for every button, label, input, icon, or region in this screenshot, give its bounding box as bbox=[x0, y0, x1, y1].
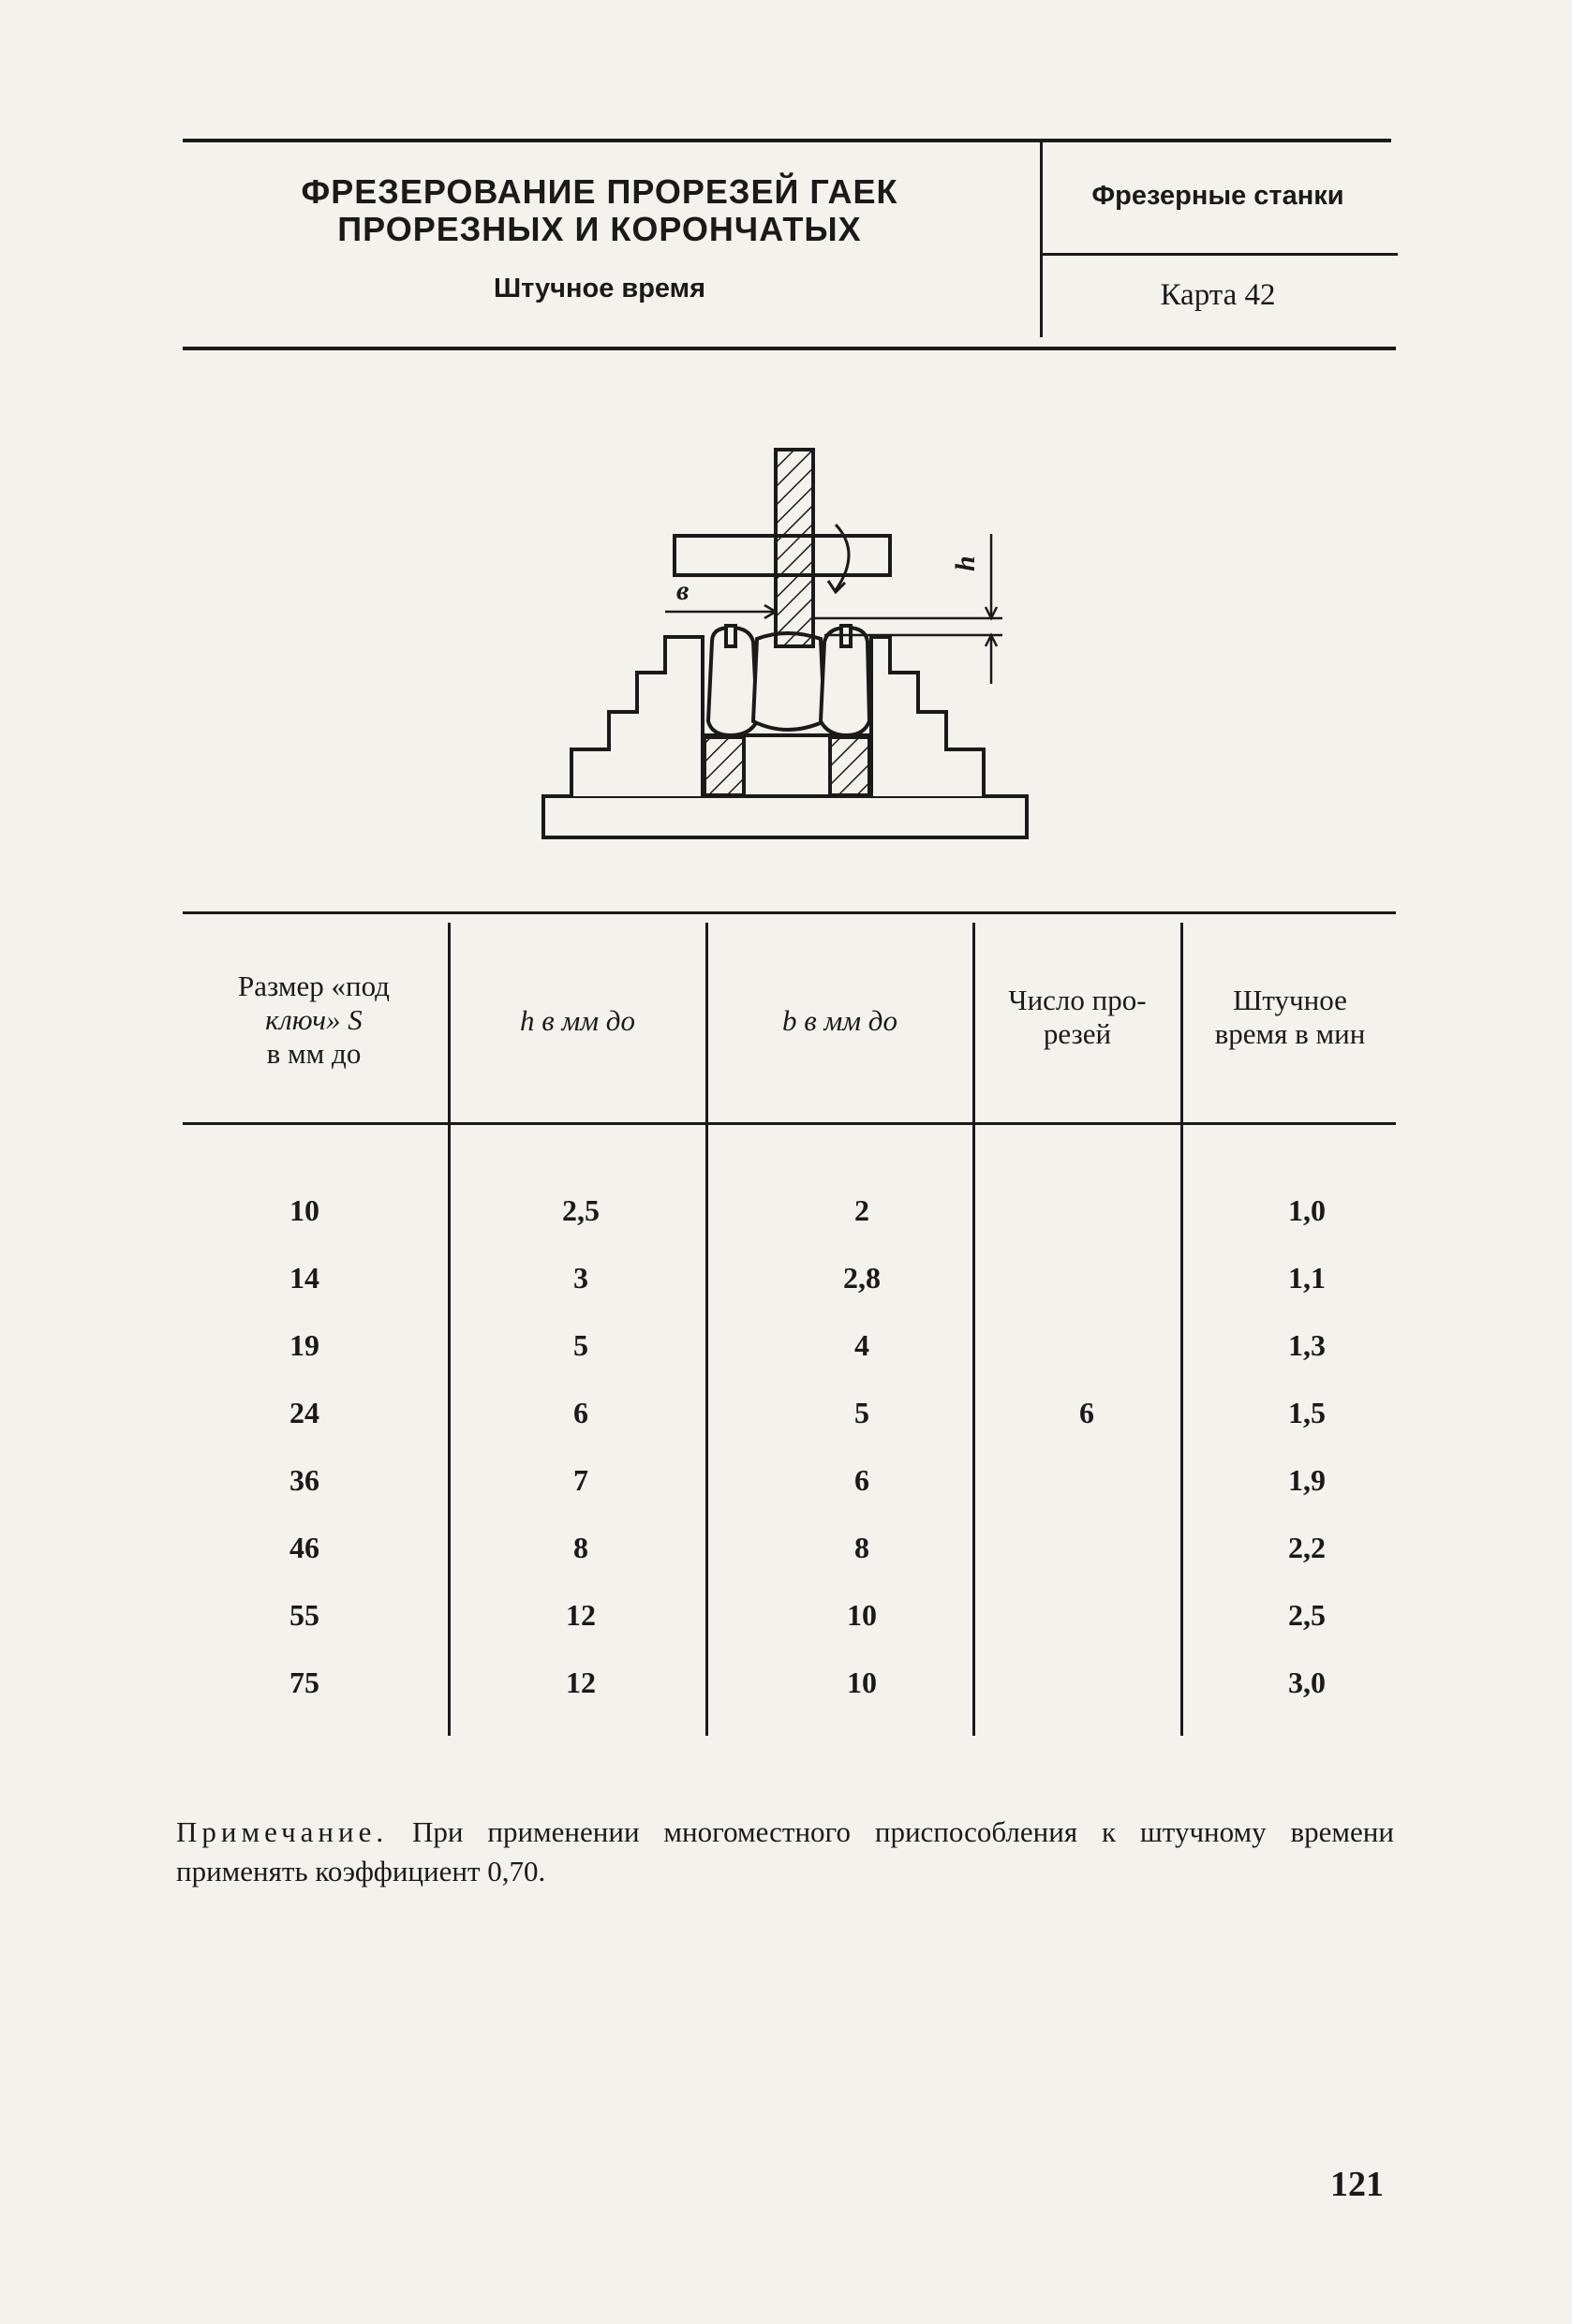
cell-size: 75 bbox=[289, 1665, 319, 1699]
cell-time: 2,5 bbox=[1288, 1598, 1326, 1632]
cell-b: 2 bbox=[854, 1193, 869, 1227]
col-divider-1 bbox=[448, 923, 451, 1736]
stepped-fixture-right bbox=[871, 637, 984, 796]
header-size-line-2: ключ» S bbox=[265, 1003, 363, 1036]
col-divider-2 bbox=[705, 923, 708, 1736]
header-slots bbox=[974, 984, 1180, 1051]
cell-h: 12 bbox=[566, 1598, 596, 1632]
cell-size: 36 bbox=[289, 1463, 319, 1497]
cell-size: 55 bbox=[289, 1598, 319, 1632]
page-title bbox=[234, 173, 965, 248]
table-header-rule bbox=[183, 1122, 1396, 1125]
header-time-line-1: Штучное bbox=[1233, 984, 1347, 1016]
stepped-fixture bbox=[571, 637, 703, 796]
cell-h: 7 bbox=[573, 1463, 588, 1497]
header-vertical-divider bbox=[1040, 141, 1043, 337]
header-slots-line-2: резей bbox=[1043, 1017, 1112, 1050]
cell-time: 2,2 bbox=[1288, 1531, 1326, 1564]
cell-time: 3,0 bbox=[1288, 1665, 1326, 1699]
cell-size: 24 bbox=[289, 1396, 319, 1429]
title-line-1: ФРЕЗЕРОВАНИЕ ПРОРЕЗЕЙ ГАЕК bbox=[301, 172, 898, 211]
nut-slotting-diagram bbox=[534, 431, 1059, 866]
header-right-divider bbox=[1042, 253, 1398, 256]
footnote-lead: Примечание. bbox=[176, 1815, 389, 1848]
cell-time: 1,9 bbox=[1288, 1463, 1326, 1497]
table-top-rule bbox=[183, 911, 1396, 914]
page-number: 121 bbox=[1330, 2165, 1384, 2204]
cell-h: 5 bbox=[573, 1328, 588, 1362]
header-top-rule bbox=[183, 139, 1391, 142]
header-time-line-2: время в мин bbox=[1214, 1017, 1366, 1050]
page-subtitle: Штучное время bbox=[493, 274, 706, 303]
title-line-2: ПРОРЕЗНЫХ И КОРОНЧАТЫХ bbox=[337, 210, 862, 248]
cell-b: 2,8 bbox=[843, 1261, 881, 1295]
header-b: b в мм до bbox=[782, 1004, 897, 1037]
cell-slots-count: 6 bbox=[1079, 1396, 1094, 1429]
cell-size: 46 bbox=[289, 1531, 319, 1564]
footnote-text: При применении многоместного приспособления к штучному времени применять коэффициент 0,70. bbox=[176, 1815, 1394, 1887]
footnote bbox=[176, 1813, 1394, 1891]
header-slots-line-1: Число про- bbox=[1008, 984, 1147, 1016]
cell-size: 19 bbox=[289, 1328, 319, 1362]
header-h: h в мм до bbox=[520, 1004, 635, 1037]
cell-time: 1,0 bbox=[1288, 1193, 1326, 1227]
card-number-label: Карта 42 bbox=[1160, 278, 1276, 312]
cell-b: 6 bbox=[854, 1463, 869, 1497]
cell-h: 3 bbox=[573, 1261, 588, 1295]
cell-b: 10 bbox=[847, 1665, 877, 1699]
dimension-label-b: в bbox=[676, 575, 690, 606]
cell-b: 4 bbox=[854, 1328, 869, 1362]
header-time bbox=[1182, 984, 1398, 1051]
cell-b: 5 bbox=[854, 1396, 869, 1429]
cell-h: 8 bbox=[573, 1531, 588, 1564]
hatched-post-right bbox=[830, 737, 869, 795]
header-size-s bbox=[183, 970, 445, 1071]
cell-b: 10 bbox=[847, 1598, 877, 1632]
cell-h: 12 bbox=[566, 1665, 596, 1699]
header-size-line-1: Размер «под bbox=[238, 970, 390, 1002]
header-size-line-3: в мм до bbox=[266, 1037, 362, 1070]
saw-cutter bbox=[776, 450, 813, 646]
cell-b: 8 bbox=[854, 1531, 869, 1564]
cell-time: 1,5 bbox=[1288, 1396, 1326, 1429]
header-bottom-rule bbox=[183, 347, 1396, 350]
diagram-svg bbox=[534, 431, 1059, 862]
cell-time: 1,3 bbox=[1288, 1328, 1326, 1362]
cell-size: 10 bbox=[289, 1193, 319, 1227]
dimension-label-h: h bbox=[950, 555, 981, 571]
cell-h: 2,5 bbox=[562, 1193, 600, 1227]
cell-size: 14 bbox=[289, 1261, 319, 1295]
base-plate bbox=[543, 796, 1027, 837]
machine-type-label: Фрезерные станки bbox=[1091, 181, 1344, 211]
hatched-post-left bbox=[704, 737, 744, 795]
cell-h: 6 bbox=[573, 1396, 588, 1429]
cell-time: 1,1 bbox=[1288, 1261, 1326, 1295]
